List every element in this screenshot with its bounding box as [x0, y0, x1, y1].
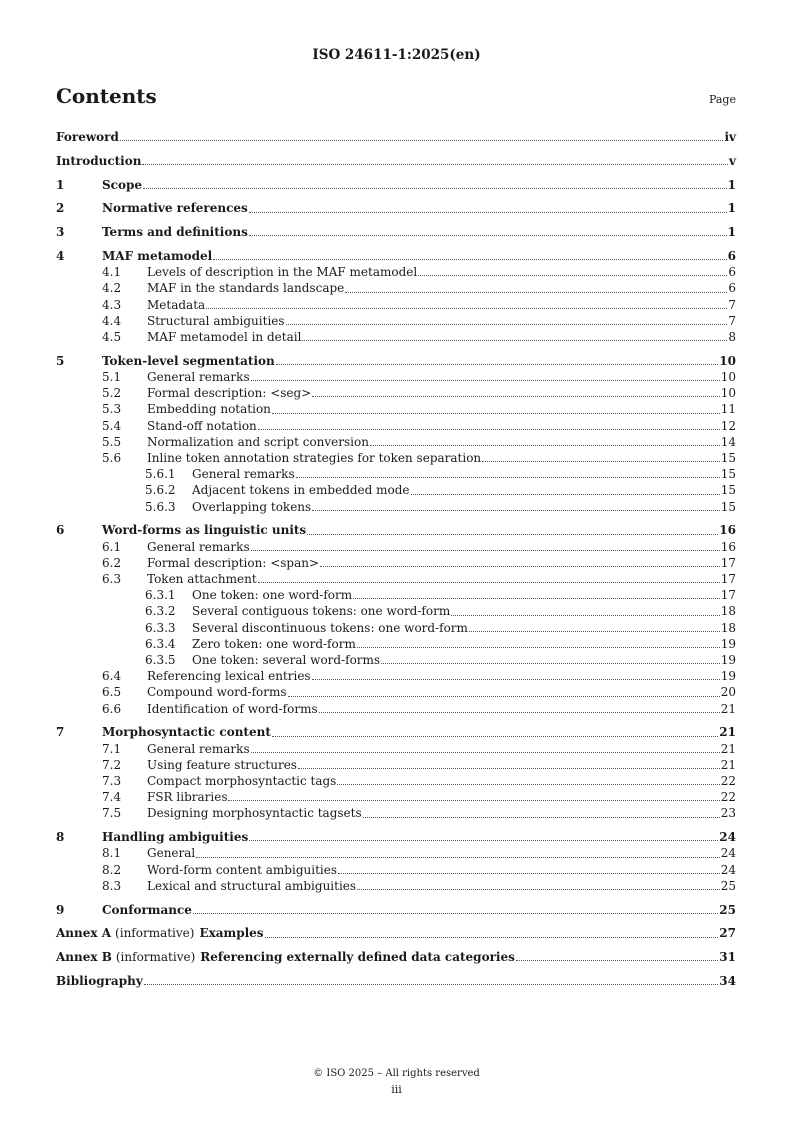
- copyright-notice: © ISO 2025 – All rights reserved: [313, 1068, 480, 1079]
- toc-entry[interactable]: [56, 539, 736, 555]
- toc-entry-title: Adjacent tokens in embedded mode: [192, 483, 410, 498]
- toc-entry-page: 15: [720, 499, 736, 514]
- toc-entry-page: 6: [728, 265, 736, 280]
- toc-entry[interactable]: [56, 571, 736, 587]
- toc-entry-number: 4.1: [102, 265, 122, 280]
- dot-leader: [258, 428, 720, 430]
- toc-entry-page: 8: [728, 330, 736, 344]
- page-column-label: Page: [708, 93, 736, 106]
- toc-entry-number: 8.3: [102, 878, 122, 893]
- toc-entry-number: 6.3.2: [145, 604, 176, 619]
- toc-entry[interactable]: [56, 862, 736, 878]
- toc-entry-page: 22: [720, 774, 736, 789]
- toc-entry-title: Normative references: [102, 201, 248, 216]
- dot-leader: [312, 678, 720, 680]
- toc-entry-number: 5.6: [102, 451, 122, 466]
- toc-entry[interactable]: [56, 280, 736, 296]
- title-row: [56, 84, 736, 108]
- toc-entry-title: Handling ambiguities: [102, 830, 249, 845]
- toc-entry-number: 7: [56, 725, 65, 740]
- toc-entry[interactable]: [56, 587, 736, 603]
- toc-entry-title: Structural ambiguities: [147, 313, 285, 328]
- toc-entry-title: MAF metamodel in detail: [147, 330, 302, 344]
- dot-leader: [469, 630, 720, 632]
- dot-leader: [276, 363, 719, 365]
- dot-leader: [213, 258, 726, 260]
- dot-leader: [312, 395, 719, 397]
- toc-entry-number: 6.3: [102, 572, 122, 587]
- toc-entry-page: 6: [728, 281, 736, 296]
- toc-entry-title: Identification of word-forms: [147, 701, 318, 716]
- toc-entry-number: 6.4: [102, 669, 122, 684]
- dot-leader: [319, 711, 720, 713]
- dot-leader: [320, 565, 720, 567]
- toc-entry-number: 7.2: [102, 757, 122, 772]
- toc-entry-title: Word-form content ambiguities: [147, 862, 337, 877]
- toc-entry-page: 15: [720, 451, 736, 466]
- toc-entry[interactable]: [56, 603, 736, 619]
- toc-entry-title: Word-forms as linguistic units: [102, 523, 307, 538]
- toc-entry-number: 6.6: [102, 701, 122, 716]
- toc-entry-number: 7.4: [102, 790, 122, 805]
- toc-entry-page: 1: [727, 177, 736, 192]
- dot-leader: [482, 460, 720, 462]
- toc-entry-title: Formal description: <seg>: [147, 386, 312, 401]
- toc-entry-title: Lexical and structural ambiguities: [147, 878, 357, 893]
- dot-leader: [249, 234, 727, 236]
- toc-entry-number: 5.6.1: [145, 467, 176, 482]
- toc-entry-page: 17: [720, 555, 736, 570]
- toc-entry-title: Designing morphosyntactic tagsets: [147, 806, 362, 821]
- toc-entry-page: 27: [719, 926, 736, 941]
- toc-entry-page: 16: [720, 539, 736, 554]
- toc-entry[interactable]: [56, 329, 736, 345]
- toc-entry-number: 4.2: [102, 281, 122, 296]
- toc-entry-title: Compact morphosyntactic tags: [147, 774, 337, 789]
- toc-entry[interactable]: [56, 297, 736, 313]
- toc-entry[interactable]: [56, 724, 736, 740]
- toc-entry-number: 5.6.3: [145, 499, 176, 514]
- toc-entry-title: Embedding notation: [147, 402, 271, 417]
- toc-entry[interactable]: [56, 401, 736, 417]
- toc-entry-page: 10: [720, 370, 736, 384]
- dot-leader: [345, 291, 727, 293]
- toc-entry-title: Token-level segmentation: [102, 353, 275, 368]
- dot-leader: [272, 412, 720, 414]
- annex-kind: (informative): [115, 926, 195, 941]
- toc-entry-page: 20: [720, 685, 736, 700]
- toc-entry-number: 1: [56, 177, 65, 192]
- page-title: Contents: [56, 84, 157, 108]
- toc-entry[interactable]: [56, 369, 736, 385]
- toc-entry[interactable]: [56, 385, 736, 401]
- toc-entry-number: 4.4: [102, 313, 122, 328]
- toc-entry-title: Formal description: <span>: [147, 555, 320, 570]
- toc-entry[interactable]: [56, 949, 736, 965]
- toc-entry[interactable]: [56, 925, 736, 941]
- toc-entry-number: 5.1: [102, 370, 122, 384]
- toc-entry-page: 18: [720, 604, 736, 619]
- toc-entry-number: 5.3: [102, 402, 122, 417]
- toc-entry-number: 7.5: [102, 806, 122, 821]
- dot-leader: [451, 614, 720, 616]
- dot-leader: [251, 549, 720, 551]
- toc-entry-page: iv: [724, 130, 736, 144]
- toc-entry-title: Scope: [102, 177, 143, 192]
- dot-leader: [143, 187, 727, 189]
- toc-entry-number: 5: [56, 353, 65, 368]
- toc-entry[interactable]: [56, 805, 736, 821]
- toc-entry[interactable]: [56, 466, 736, 482]
- toc-entry-page: 19: [720, 669, 736, 684]
- toc-entry-page: 24: [720, 846, 736, 861]
- toc-entry-number: 3: [56, 225, 65, 240]
- toc-entry-page: 11: [720, 402, 736, 417]
- toc-entry[interactable]: [56, 789, 736, 805]
- toc-entry-number: 5.6.2: [145, 483, 176, 498]
- toc-entry-title: Levels of description in the MAF metamodel: [147, 265, 418, 280]
- dot-leader: [249, 211, 727, 213]
- toc-entry-number: 6.5: [102, 685, 122, 700]
- toc-entry[interactable]: [56, 902, 736, 918]
- dot-leader: [288, 695, 720, 697]
- toc-entry-page: 24: [719, 830, 736, 845]
- toc-entry-title: Introduction: [56, 153, 142, 168]
- toc-entry-page: 17: [720, 572, 736, 587]
- dot-leader: [206, 307, 727, 309]
- dot-leader: [338, 872, 720, 874]
- toc-entry-title: Token attachment: [147, 572, 257, 587]
- toc-entry-page: 10: [720, 386, 736, 401]
- toc-entry-title: Compound word-forms: [147, 685, 287, 700]
- toc-entry-page: 19: [720, 636, 736, 651]
- toc-entry[interactable]: [56, 418, 736, 434]
- annex-number: Annex A: [56, 926, 112, 941]
- toc-entry[interactable]: [56, 450, 736, 466]
- toc-entry-number: 7.3: [102, 774, 122, 789]
- toc-entry[interactable]: [56, 668, 736, 684]
- dot-leader: [357, 888, 720, 890]
- toc-entry[interactable]: [56, 224, 736, 240]
- toc-entry[interactable]: [56, 153, 736, 169]
- dot-leader: [228, 799, 719, 801]
- toc-entry-title: [56, 925, 264, 941]
- dot-leader: [357, 646, 720, 648]
- toc-entry-title: General remarks: [147, 539, 250, 554]
- document-header: ISO 24611-1:2025(en): [312, 47, 481, 63]
- toc-entry-number: 6.3.4: [145, 636, 176, 651]
- toc-entry-title: Using feature structures: [147, 757, 297, 772]
- toc-entry-page: 21: [720, 757, 736, 772]
- toc-entry-number: 6.2: [102, 555, 122, 570]
- toc-entry-title: General remarks: [192, 467, 295, 482]
- dot-leader: [265, 936, 719, 938]
- toc-entry-number: 5.2: [102, 386, 122, 401]
- dot-leader: [272, 735, 718, 737]
- dot-leader: [363, 816, 720, 818]
- toc-entry-number: 6: [56, 523, 65, 538]
- toc-entry-number: 4.5: [102, 330, 122, 344]
- dot-leader: [418, 274, 727, 276]
- toc-entry-number: 6.3.3: [145, 620, 176, 635]
- toc-entry[interactable]: [56, 620, 736, 636]
- toc-entry-title: Foreword: [56, 130, 119, 144]
- toc-entry-page: 10: [719, 353, 736, 368]
- toc-entry[interactable]: [56, 741, 736, 757]
- dot-leader: [381, 662, 720, 664]
- toc-entry[interactable]: [56, 200, 736, 216]
- toc-entry-number: 2: [56, 201, 65, 216]
- toc-entry-title: Stand-off notation: [147, 418, 257, 433]
- dot-leader: [370, 444, 720, 446]
- annex-title: Referencing externally defined data categories: [200, 950, 515, 965]
- toc-entry-page: 12: [720, 418, 736, 433]
- toc-entry-page: 25: [719, 902, 736, 917]
- dot-leader: [337, 783, 719, 785]
- toc-entry-title: Overlapping tokens: [192, 499, 312, 514]
- dot-leader: [251, 751, 720, 753]
- toc-entry-page: 15: [720, 467, 736, 482]
- dot-leader: [516, 959, 718, 961]
- toc-entry-number: 8.1: [102, 846, 122, 861]
- toc-entry-title: Metadata: [147, 297, 206, 312]
- dot-leader: [286, 323, 728, 325]
- toc-entry-number: 6.3.5: [145, 653, 176, 668]
- toc-entry-page: 23: [720, 806, 736, 821]
- toc-entry[interactable]: [56, 701, 736, 717]
- toc-entry[interactable]: [56, 878, 736, 894]
- dot-leader: [258, 581, 720, 583]
- dot-leader: [196, 856, 719, 858]
- toc-entry-title: General: [147, 846, 196, 861]
- table-of-contents: [56, 129, 736, 989]
- toc-entry-page: v: [729, 153, 736, 168]
- toc-entry-number: 5.5: [102, 434, 122, 449]
- toc-entry-number: 6.3.1: [145, 588, 176, 603]
- dot-leader: [120, 139, 724, 141]
- toc-entry[interactable]: [56, 353, 736, 369]
- toc-entry-page: 34: [719, 974, 736, 989]
- toc-entry[interactable]: [56, 973, 736, 989]
- toc-entry-title: General remarks: [147, 741, 250, 756]
- toc-entry-number: 4: [56, 248, 65, 263]
- page-number: iii: [391, 1083, 402, 1096]
- toc-entry-number: 4.3: [102, 297, 122, 312]
- toc-entry-page: 18: [720, 620, 736, 635]
- toc-entry[interactable]: [56, 845, 736, 861]
- toc-entry-title: MAF metamodel: [102, 248, 213, 263]
- toc-entry-page: 24: [720, 862, 736, 877]
- toc-entry-page: 7: [728, 297, 736, 312]
- toc-entry-title: Inline token annotation strategies for token separation: [147, 451, 482, 466]
- toc-entry-page: 21: [720, 701, 736, 716]
- toc-entry[interactable]: [56, 434, 736, 450]
- toc-entry-title: MAF in the standards landscape: [147, 281, 345, 296]
- toc-entry-number: 8: [56, 830, 65, 845]
- toc-entry[interactable]: [56, 555, 736, 571]
- toc-entry-title: Referencing lexical entries: [147, 669, 311, 684]
- toc-entry[interactable]: [56, 829, 736, 845]
- toc-entry-title: Morphosyntactic content: [102, 725, 271, 740]
- annex-number: Annex B: [56, 950, 112, 965]
- toc-entry-page: 22: [720, 790, 736, 805]
- annex-title: Examples: [199, 926, 264, 941]
- dot-leader: [193, 912, 718, 914]
- toc-entry-page: 21: [719, 725, 736, 740]
- dot-leader: [249, 839, 718, 841]
- toc-entry[interactable]: [56, 264, 736, 280]
- toc-entry[interactable]: [56, 652, 736, 668]
- toc-entry-page: 7: [728, 313, 736, 328]
- toc-entry-number: 5.4: [102, 418, 122, 433]
- toc-entry-page: 1: [727, 225, 736, 240]
- dot-leader: [307, 533, 718, 535]
- toc-entry[interactable]: [56, 313, 736, 329]
- toc-entry[interactable]: [56, 499, 736, 515]
- toc-entry-title: Bibliography: [56, 974, 143, 989]
- dot-leader: [296, 476, 720, 478]
- dot-leader: [251, 379, 720, 381]
- toc-entry-title: FSR libraries: [147, 790, 228, 805]
- toc-entry[interactable]: [56, 129, 736, 145]
- toc-entry-page: 19: [720, 653, 736, 668]
- toc-entry-title: Normalization and script conversion: [147, 434, 369, 449]
- toc-entry-title: Conformance: [102, 902, 192, 917]
- dot-leader: [312, 509, 720, 511]
- toc-entry-page: 21: [720, 741, 736, 756]
- annex-kind: (informative): [115, 950, 196, 965]
- toc-entry-page: 17: [720, 588, 736, 603]
- toc-entry-page: 6: [727, 248, 736, 263]
- toc-entry-page: 1: [727, 201, 736, 216]
- toc-entry[interactable]: [56, 757, 736, 773]
- toc-entry-page: 31: [719, 950, 736, 965]
- toc-entry[interactable]: [56, 177, 736, 193]
- dot-leader: [353, 597, 720, 599]
- toc-entry-title: Several discontinuous tokens: one word-form: [192, 620, 468, 635]
- dot-leader: [411, 493, 720, 495]
- dot-leader: [298, 767, 720, 769]
- toc-entry[interactable]: [56, 636, 736, 652]
- dot-leader: [302, 339, 727, 341]
- toc-entry-number: 9: [56, 902, 65, 917]
- toc-entry-title: One token: one word-form: [192, 588, 353, 603]
- toc-entry-title: Terms and definitions: [102, 225, 248, 240]
- toc-entry-number: 7.1: [102, 741, 122, 756]
- toc-entry[interactable]: [56, 684, 736, 700]
- toc-entry-page: 15: [720, 483, 736, 498]
- toc-entry-title: One token: several word-forms: [192, 653, 381, 668]
- dot-leader: [142, 163, 728, 165]
- toc-entry[interactable]: [56, 522, 736, 538]
- toc-entry[interactable]: [56, 773, 736, 789]
- toc-entry-title: Zero token: one word-form: [192, 636, 356, 651]
- toc-entry-number: 8.2: [102, 862, 122, 877]
- toc-entry-page: 16: [719, 523, 736, 538]
- toc-entry-number: 6.1: [102, 539, 122, 554]
- toc-entry[interactable]: [56, 248, 736, 264]
- dot-leader: [144, 983, 719, 985]
- toc-entry-page: 14: [720, 434, 736, 449]
- page-footer: [0, 1066, 793, 1098]
- toc-entry-title: [56, 949, 515, 965]
- toc-entry[interactable]: [56, 482, 736, 498]
- toc-entry-title: Several contiguous tokens: one word-form: [192, 604, 451, 619]
- toc-entry-title: General remarks: [147, 370, 250, 384]
- toc-entry-page: 25: [720, 878, 736, 893]
